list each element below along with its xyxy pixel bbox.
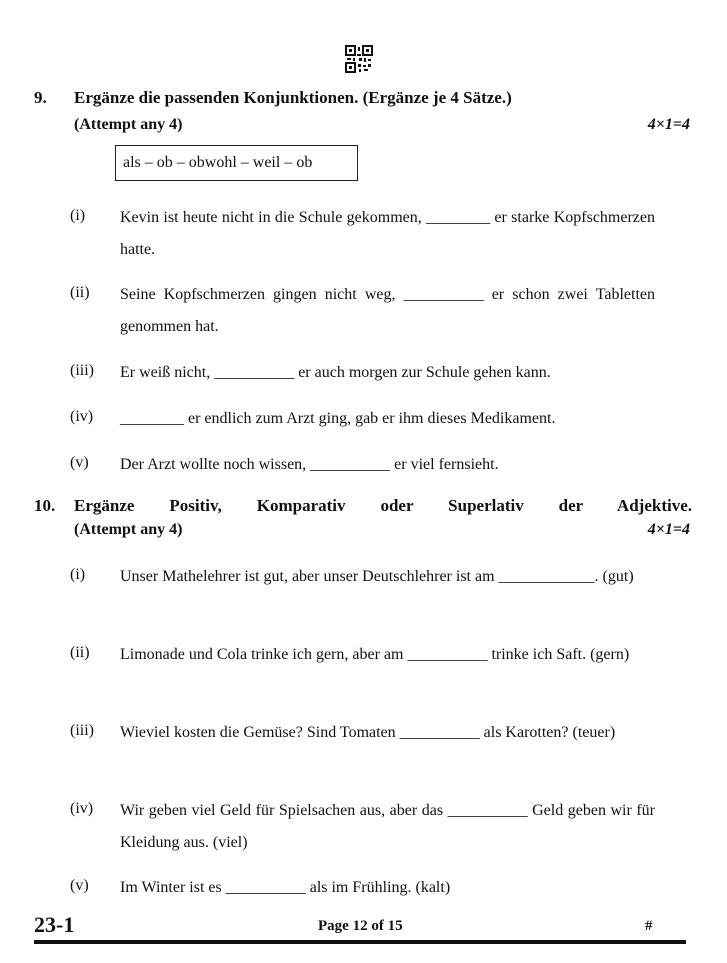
item-text: Wir geben viel Geld für Spielsachen aus, aber das __________ Geld geben wir für Kleidung aus. (viel) bbox=[120, 802, 655, 851]
item-number: (i) bbox=[70, 566, 86, 583]
item-number: (iii) bbox=[70, 362, 94, 379]
conjunction-word-box: als – ob – obwohl – weil – ob bbox=[115, 145, 358, 181]
footer-rule bbox=[34, 940, 686, 944]
item-number: (ii) bbox=[70, 284, 90, 301]
footer-hash: # bbox=[645, 918, 653, 934]
item-number: (v) bbox=[70, 454, 89, 471]
q10-item bbox=[70, 872, 655, 904]
qr-code-icon bbox=[345, 45, 373, 73]
item-text: Der Arzt wollte noch wissen, __________ er viel fernsieht. bbox=[120, 456, 499, 473]
item-number: (i) bbox=[70, 207, 86, 224]
item-text: Seine Kopfschmerzen gingen nicht weg, __________ er schon zwei Tabletten genommen hat. bbox=[120, 286, 655, 335]
q10-item bbox=[70, 561, 655, 593]
q10-item bbox=[70, 717, 655, 749]
q10-item bbox=[70, 639, 655, 671]
question-10-title: Ergänze Positiv, Komparativ oder Superlativ der Adjektive. bbox=[74, 496, 692, 515]
q9-item bbox=[70, 403, 655, 435]
q9-item bbox=[70, 202, 655, 266]
question-9-title: Ergänze die passenden Konjunktionen. (Ergänze je 4 Sätze.) bbox=[74, 88, 512, 107]
item-number: (iv) bbox=[70, 800, 94, 817]
question-9-attempt: (Attempt any 4) bbox=[74, 116, 183, 133]
q9-item bbox=[70, 357, 655, 389]
item-text: Wieviel kosten die Gemüse? Sind Tomaten __________ als Karotten? (teuer) bbox=[120, 724, 616, 741]
question-9-number: 9. bbox=[34, 88, 47, 107]
item-text: Er weiß nicht, __________ er auch morgen zur Schule gehen kann. bbox=[120, 364, 551, 381]
item-text: ________ er endlich zum Arzt ging, gab er ihm dieses Medikament. bbox=[120, 410, 556, 427]
page-number: Page 12 of 15 bbox=[318, 918, 403, 934]
question-9-marks: 4×1=4 bbox=[647, 116, 690, 133]
question-10-number: 10. bbox=[34, 496, 56, 515]
question-10-marks: 4×1=4 bbox=[647, 521, 690, 538]
item-number: (iv) bbox=[70, 408, 94, 425]
paper-code: 23-1 bbox=[34, 912, 75, 937]
question-10-attempt: (Attempt any 4) bbox=[74, 521, 183, 538]
item-text: Im Winter ist es __________ als im Frühling. (kalt) bbox=[120, 879, 451, 896]
item-text: Unser Mathelehrer ist gut, aber unser Deutschlehrer ist am ____________. (gut) bbox=[120, 568, 634, 585]
item-text: Limonade und Cola trinke ich gern, aber am __________ trinke ich Saft. (gern) bbox=[120, 646, 630, 663]
item-number: (iii) bbox=[70, 722, 94, 739]
q9-item bbox=[70, 279, 655, 343]
item-text: Kevin ist heute nicht in die Schule gekommen, ________ er starke Kopfschmerzen hatte. bbox=[120, 209, 655, 258]
q9-item bbox=[70, 449, 655, 481]
q10-item bbox=[70, 795, 655, 859]
item-number: (v) bbox=[70, 877, 89, 894]
item-number: (ii) bbox=[70, 644, 90, 661]
